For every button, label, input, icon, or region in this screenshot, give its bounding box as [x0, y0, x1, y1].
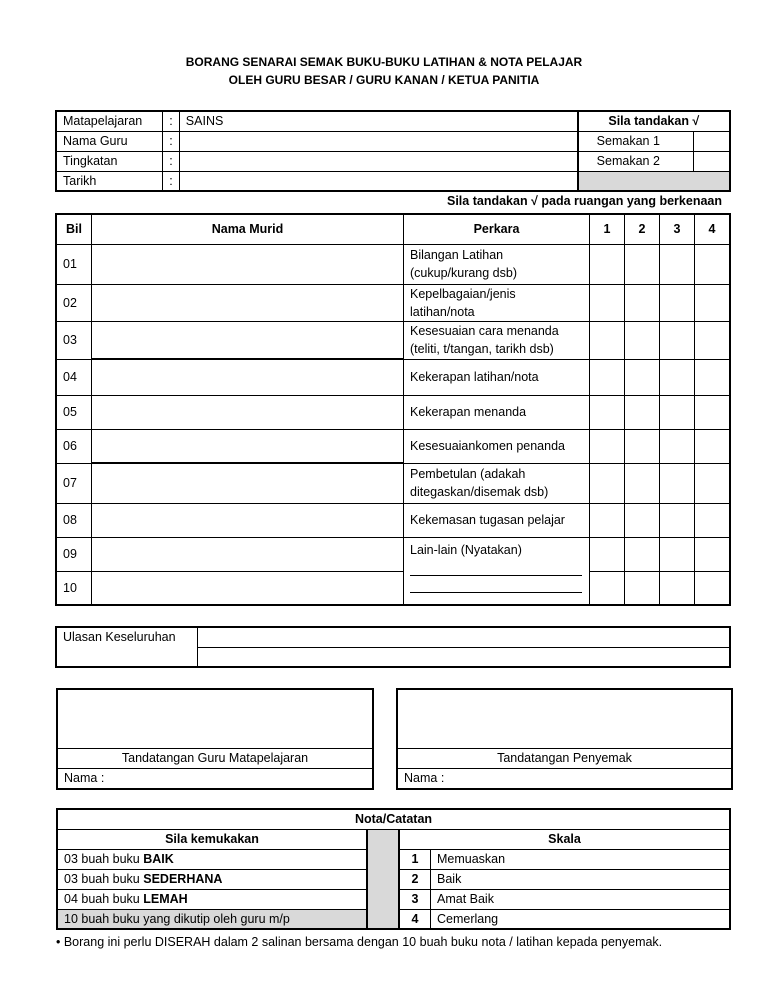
skala-label: Cemerlang: [431, 909, 731, 929]
info-gray-cell: [578, 171, 730, 191]
check-cell[interactable]: [695, 429, 731, 463]
perkara-line: Kesesuaian cara menanda: [410, 324, 559, 338]
check-cell[interactable]: [660, 359, 695, 395]
bil-cell: 06: [56, 429, 92, 463]
perkara-line: (cukup/kurang dsb): [410, 266, 518, 280]
nama-murid-cell[interactable]: [92, 321, 404, 359]
info-value-matapelajaran[interactable]: SAINS: [179, 111, 577, 131]
nota-item: [57, 889, 367, 909]
footnote: • Borang ini perlu DISERAH dalam 2 salinan bersama dengan 10 buah buku nota / latihan kepada penyemak.: [56, 935, 663, 949]
info-colon: :: [163, 131, 180, 151]
nota-item-text: 03 buah buku: [64, 872, 144, 886]
perkara-line: Lain-lain (Nyatakan): [410, 542, 522, 557]
info-value-tarikh[interactable]: [179, 171, 577, 191]
nyatakan-line[interactable]: [410, 575, 582, 576]
perkara-line: Kepelbagaian/jenis: [410, 286, 516, 301]
table-row: [56, 571, 730, 605]
bil-cell: 04: [56, 359, 92, 395]
header-perkara: Perkara: [404, 214, 590, 244]
check-cell[interactable]: [590, 395, 625, 429]
ulasan-table: [55, 626, 731, 668]
semakan-1-checkbox[interactable]: [694, 131, 730, 151]
signature-box-penyemak: [396, 688, 733, 790]
nota-item-text: 03 buah buku: [64, 852, 144, 866]
check-cell[interactable]: [590, 359, 625, 395]
perkara-cell: [404, 463, 590, 503]
check-cell[interactable]: [660, 321, 695, 359]
nota-table: [56, 808, 731, 930]
nota-item-bold: BAIK: [143, 852, 174, 866]
nama-murid-cell[interactable]: [92, 429, 404, 463]
check-cell[interactable]: [590, 463, 625, 503]
bil-cell: 05: [56, 395, 92, 429]
perkara-line: ditegaskan/disemak dsb): [410, 485, 549, 499]
check-cell[interactable]: [660, 463, 695, 503]
bil-cell: 03: [56, 321, 92, 359]
skala-label: Memuaskan: [431, 849, 731, 869]
check-cell[interactable]: [625, 503, 660, 537]
nama-murid-cell[interactable]: [92, 284, 404, 321]
nama-murid-cell[interactable]: [92, 503, 404, 537]
nama-guru-sign[interactable]: Nama :: [64, 771, 105, 785]
header-col-2: 2: [625, 214, 660, 244]
perkara-line: Bilangan Latihan: [410, 248, 504, 262]
info-colon: :: [163, 151, 180, 171]
skala-num: 1: [399, 849, 431, 869]
form-title-line1: BORANG SENARAI SEMAK BUKU-BUKU LATIHAN & NOTA PELAJAR: [185, 55, 583, 69]
table-row: [56, 359, 730, 395]
signature-area-penyemak[interactable]: [398, 690, 731, 749]
perkara-cell: Kekerapan menanda: [404, 395, 590, 429]
check-cell[interactable]: [660, 537, 695, 571]
ulasan-input-line[interactable]: [198, 627, 731, 647]
check-cell[interactable]: [590, 503, 625, 537]
perkara-cell: [404, 321, 590, 359]
perkara-cell: Kesesuaiankomen penanda: [404, 429, 590, 463]
skala-num: 3: [399, 889, 431, 909]
nota-gray-separator: [367, 829, 399, 929]
info-colon: :: [163, 111, 180, 131]
nota-right-header: Skala: [399, 829, 730, 849]
perkara-line: (teliti, t/tangan, tarikh dsb): [410, 342, 554, 356]
check-cell[interactable]: [660, 571, 695, 605]
info-label-matapelajaran: Matapelajaran: [56, 111, 163, 131]
check-cell[interactable]: [625, 429, 660, 463]
perkara-line: latihan/nota: [410, 304, 475, 319]
skala-num: 4: [399, 909, 431, 929]
semakan-2-checkbox[interactable]: [694, 151, 730, 171]
signature-area-guru[interactable]: [58, 690, 372, 749]
perkara-cell: [404, 284, 590, 321]
check-cell[interactable]: [695, 321, 731, 359]
check-cell[interactable]: [695, 395, 731, 429]
nota-left-header: Sila kemukakan: [57, 829, 367, 849]
nota-item-bold: LEMAH: [143, 892, 188, 906]
header-bil: Bil: [56, 214, 92, 244]
check-cell[interactable]: [695, 244, 731, 284]
table-row: [56, 321, 730, 359]
bil-cell: 10: [56, 571, 92, 605]
signature-box-guru: [56, 688, 374, 790]
table-row: [56, 463, 730, 503]
bil-cell: 01: [56, 244, 92, 284]
perkara-cell: [404, 244, 590, 284]
check-cell[interactable]: [625, 537, 660, 571]
check-cell[interactable]: [695, 503, 731, 537]
check-cell[interactable]: [625, 284, 660, 321]
header-col-4: 4: [695, 214, 731, 244]
nota-item-text: 04 buah buku: [64, 892, 144, 906]
skala-label: Amat Baik: [431, 889, 731, 909]
nota-title: Nota/Catatan: [57, 809, 730, 829]
check-cell[interactable]: [660, 284, 695, 321]
info-label-tingkatan: Tingkatan: [56, 151, 163, 171]
nota-item-bold: SEDERHANA: [143, 872, 223, 886]
header-col-1: 1: [590, 214, 625, 244]
check-cell[interactable]: [660, 503, 695, 537]
ulasan-input-line[interactable]: [198, 647, 731, 667]
check-cell[interactable]: [660, 395, 695, 429]
check-cell[interactable]: [625, 463, 660, 503]
ulasan-label: Ulasan Keseluruhan: [56, 627, 198, 667]
nyatakan-line[interactable]: [410, 592, 582, 593]
nota-item: [57, 909, 367, 929]
check-cell[interactable]: [625, 571, 660, 605]
bil-cell: 02: [56, 284, 92, 321]
table-row: [56, 395, 730, 429]
check-cell[interactable]: [695, 359, 731, 395]
check-cell[interactable]: [590, 429, 625, 463]
table-row: [56, 244, 730, 284]
perkara-cell: Kekerapan latihan/nota: [404, 359, 590, 395]
bil-cell: 07: [56, 463, 92, 503]
check-cell[interactable]: [695, 284, 731, 321]
check-cell[interactable]: [695, 537, 731, 571]
header-col-3: 3: [660, 214, 695, 244]
nama-murid-cell[interactable]: [92, 244, 404, 284]
perkara-cell-lain-lain: [404, 537, 590, 605]
signature-label-penyemak: Tandatangan Penyemak: [398, 749, 731, 769]
check-cell[interactable]: [625, 395, 660, 429]
check-cell[interactable]: [625, 359, 660, 395]
info-label-nama-guru: Nama Guru: [56, 131, 163, 151]
nama-murid-cell[interactable]: [92, 537, 404, 571]
check-cell[interactable]: [660, 429, 695, 463]
checklist-table: [55, 213, 731, 606]
check-cell[interactable]: [590, 284, 625, 321]
signature-label-guru: Tandatangan Guru Matapelajaran: [58, 749, 372, 769]
nama-murid-cell[interactable]: [92, 463, 404, 503]
check-cell[interactable]: [590, 537, 625, 571]
skala-label: Baik: [431, 869, 731, 889]
info-colon: :: [163, 171, 180, 191]
info-value-nama-guru[interactable]: [179, 131, 577, 151]
bil-cell: 09: [56, 537, 92, 571]
info-label-tarikh: Tarikh: [56, 171, 163, 191]
nama-penyemak-sign[interactable]: Nama :: [404, 771, 445, 785]
bil-cell: 08: [56, 503, 92, 537]
info-table: [55, 110, 731, 192]
nama-murid-cell[interactable]: [92, 359, 404, 395]
check-cell[interactable]: [625, 321, 660, 359]
check-cell[interactable]: [590, 321, 625, 359]
nama-murid-cell[interactable]: [92, 395, 404, 429]
table-row: [56, 429, 730, 463]
check-title: Sila tandakan √: [578, 111, 730, 131]
instruction-text: Sila tandakan √ pada ruangan yang berkenaan: [447, 194, 722, 208]
table-row: [56, 503, 730, 537]
perkara-line: Pembetulan (adakah: [410, 467, 526, 481]
nota-item: [57, 869, 367, 889]
semakan-2-label: Semakan 2: [578, 151, 694, 171]
nama-murid-cell[interactable]: [92, 571, 404, 605]
check-cell[interactable]: [625, 244, 660, 284]
check-cell[interactable]: [590, 244, 625, 284]
check-cell[interactable]: [695, 463, 731, 503]
header-nama-murid: Nama Murid: [92, 214, 404, 244]
check-cell[interactable]: [590, 571, 625, 605]
nota-item: [57, 849, 367, 869]
perkara-cell: Kekemasan tugasan pelajar: [404, 503, 590, 537]
semakan-1-label: Semakan 1: [578, 131, 694, 151]
info-value-tingkatan[interactable]: [179, 151, 577, 171]
table-row: [56, 284, 730, 321]
check-cell[interactable]: [660, 244, 695, 284]
form-title-line2: OLEH GURU BESAR / GURU KANAN / KETUA PANITIA: [228, 73, 540, 87]
table-row: [56, 537, 730, 571]
skala-num: 2: [399, 869, 431, 889]
check-cell[interactable]: [695, 571, 731, 605]
nota-item-text: 10 buah buku yang dikutip oleh guru m/p: [64, 911, 290, 926]
